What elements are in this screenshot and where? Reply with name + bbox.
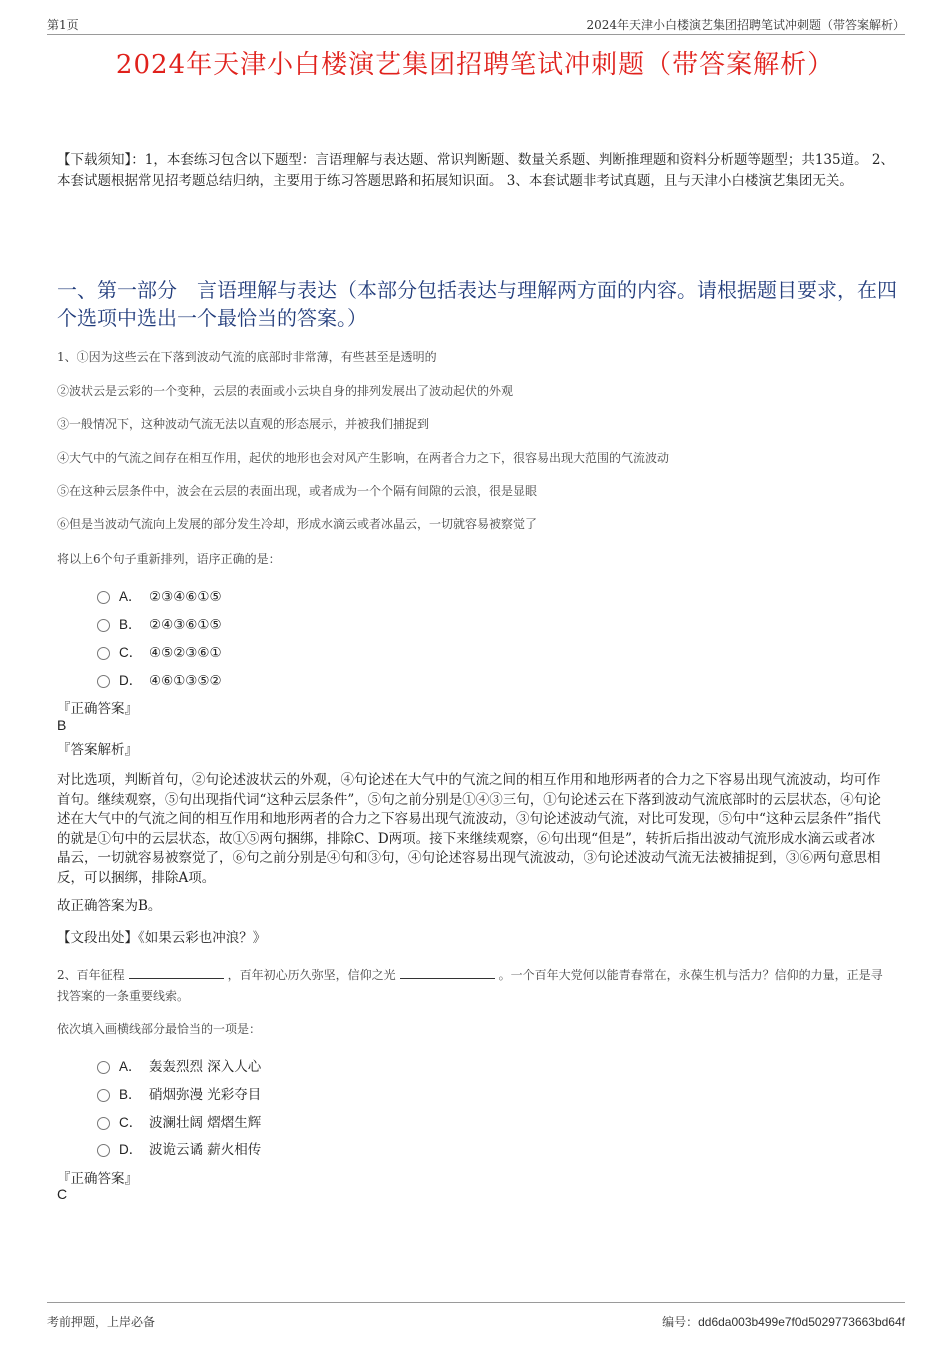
download-notice: 【下载须知】：1，本套练习包含以下题型：言语理解与表达题、常识判断题、数量关系题、判断推理题和资料分析题等题型；共135道。 2、本套试题根据常见招考题总结归纳，主要用于练习答题思路和拓展知识面。 3、本套试题非考试真题，且与天津小白楼演艺集团无关。 — [57, 152, 894, 189]
footer-slogan: 考前押题，上岸必备 — [47, 1315, 156, 1329]
q1-sentence-5: ⑤在这种云层条件中，波会在云层的表面出现，或者成为一个个隔有间隙的云浪，很是显眼 — [57, 484, 538, 498]
page-footer — [47, 1302, 905, 1329]
q2-stem: 2、百年征程 ，百年初心历久弥坚，信仰之光 。一个百年大党何以能青春常在，永葆生机与活力？信仰的力量，正是寻找答案的一条重要线索。 — [57, 968, 883, 1003]
q2-answer-label: 『正确答案』 — [57, 1171, 138, 1187]
q2-answer: C — [57, 1186, 68, 1202]
radio-button[interactable] — [97, 647, 110, 660]
page-header — [47, 14, 905, 35]
q1-option-b[interactable]: B． ②④③⑥①⑤ — [97, 613, 222, 631]
q2-prompt: 依次填入画横线部分最恰当的一项是： — [57, 1022, 262, 1036]
q1-sentence-1: 1、①因为这些云在下落到波动气流的底部时非常薄，有些甚至是透明的 — [57, 350, 437, 364]
q1-source: 【文段出处】《如果云彩也冲浪？》 — [57, 930, 267, 946]
section-title: 一、第一部分 言语理解与表达（本部分包括表达与理解两方面的内容。请根据题目要求，在四个选项中选出一个最恰当的答案。） — [57, 278, 897, 330]
q1-prompt: 将以上6个句子重新排列，语序正确的是： — [57, 552, 281, 566]
page-title: 2024年天津小白楼演艺集团招聘笔试冲刺题（带答案解析） — [115, 50, 835, 80]
header-doc-title: 2024年天津小白楼演艺集团招聘笔试冲刺题（带答案解析） — [586, 18, 905, 32]
q1-answer: B — [57, 717, 67, 733]
page-number: 第1页 — [47, 18, 79, 32]
radio-button[interactable] — [97, 619, 110, 632]
q2-option-b[interactable]: B． 硝烟弥漫 光彩夺目 — [97, 1083, 261, 1101]
radio-button[interactable] — [97, 675, 110, 688]
q1-option-d[interactable]: D． ④⑥①③⑤② — [97, 669, 222, 687]
q1-sentence-6: ⑥但是当波动气流向上发展的部分发生冷却，形成水滴云或者冰晶云，一切就容易被察觉了 — [57, 517, 538, 531]
q1-option-c[interactable]: C． ④⑤②③⑥① — [97, 641, 222, 659]
fill-blank-2 — [400, 966, 495, 979]
footer-code: 编号：dd6da003b499e7f0d5029773663bd64f — [662, 1315, 905, 1329]
q1-sentence-2: ②波状云是云彩的一个变种，云层的表面或小云块自身的排列发展出了波动起伏的外观 — [57, 384, 514, 398]
q2-option-d[interactable]: D． 波诡云谲 薪火相传 — [97, 1138, 261, 1156]
q1-option-a[interactable]: A． ②③④⑥①⑤ — [97, 585, 222, 603]
radio-button[interactable] — [97, 1144, 110, 1157]
q1-analysis-label: 『答案解析』 — [57, 742, 138, 758]
q1-sentence-4: ④大气中的气流之间存在相互作用，起伏的地形也会对风产生影响，在两者合力之下，很容易出现大范围的气流波动 — [57, 451, 670, 465]
q2-option-a[interactable]: A． 轰轰烈烈 深入人心 — [97, 1055, 261, 1073]
q1-answer-label: 『正确答案』 — [57, 701, 138, 717]
radio-button[interactable] — [97, 591, 110, 604]
radio-button[interactable] — [97, 1061, 110, 1074]
radio-button[interactable] — [97, 1117, 110, 1130]
fill-blank-1 — [129, 966, 224, 979]
q1-conclusion: 故正确答案为B。 — [57, 898, 162, 914]
q2-option-c[interactable]: C． 波澜壮阔 熠熠生辉 — [97, 1111, 261, 1129]
q1-sentence-3: ③一般情况下，这种波动气流无法以直观的形态展示，并被我们捕捉到 — [57, 417, 430, 431]
q1-analysis: 对比选项，判断首句，②句论述波状云的外观，④句论述在大气中的气流之间的相互作用和地形两者的合力之下容易出现气流波动，均可作首句。继续观察，⑤句出现指代词“这种云层条件”，⑤句之前分别是①④③三句，①句论述云在下落到波动气流底部时的云层状态，④句论述在大气中的气流之间的相互作用和地形两者的合力之下容易出现气流波动，③句论述波动气流，对比可发现，⑤句中“这种云层条件”指代的就是①句中的云层状态，故①⑤两句捆绑，排除C、D两项。接下来继续观察，⑥句出现“但是”，转折后指出波动气流形成水滴云或者冰晶云，一切就容易被察觉了，⑥句之前分别是④句和③句，④句论述容易出现气流波动，③句论述波动气流无法被捕捉到，③⑥两句意思相反，可以捆绑，排除A项。 — [57, 772, 881, 886]
radio-button[interactable] — [97, 1089, 110, 1102]
